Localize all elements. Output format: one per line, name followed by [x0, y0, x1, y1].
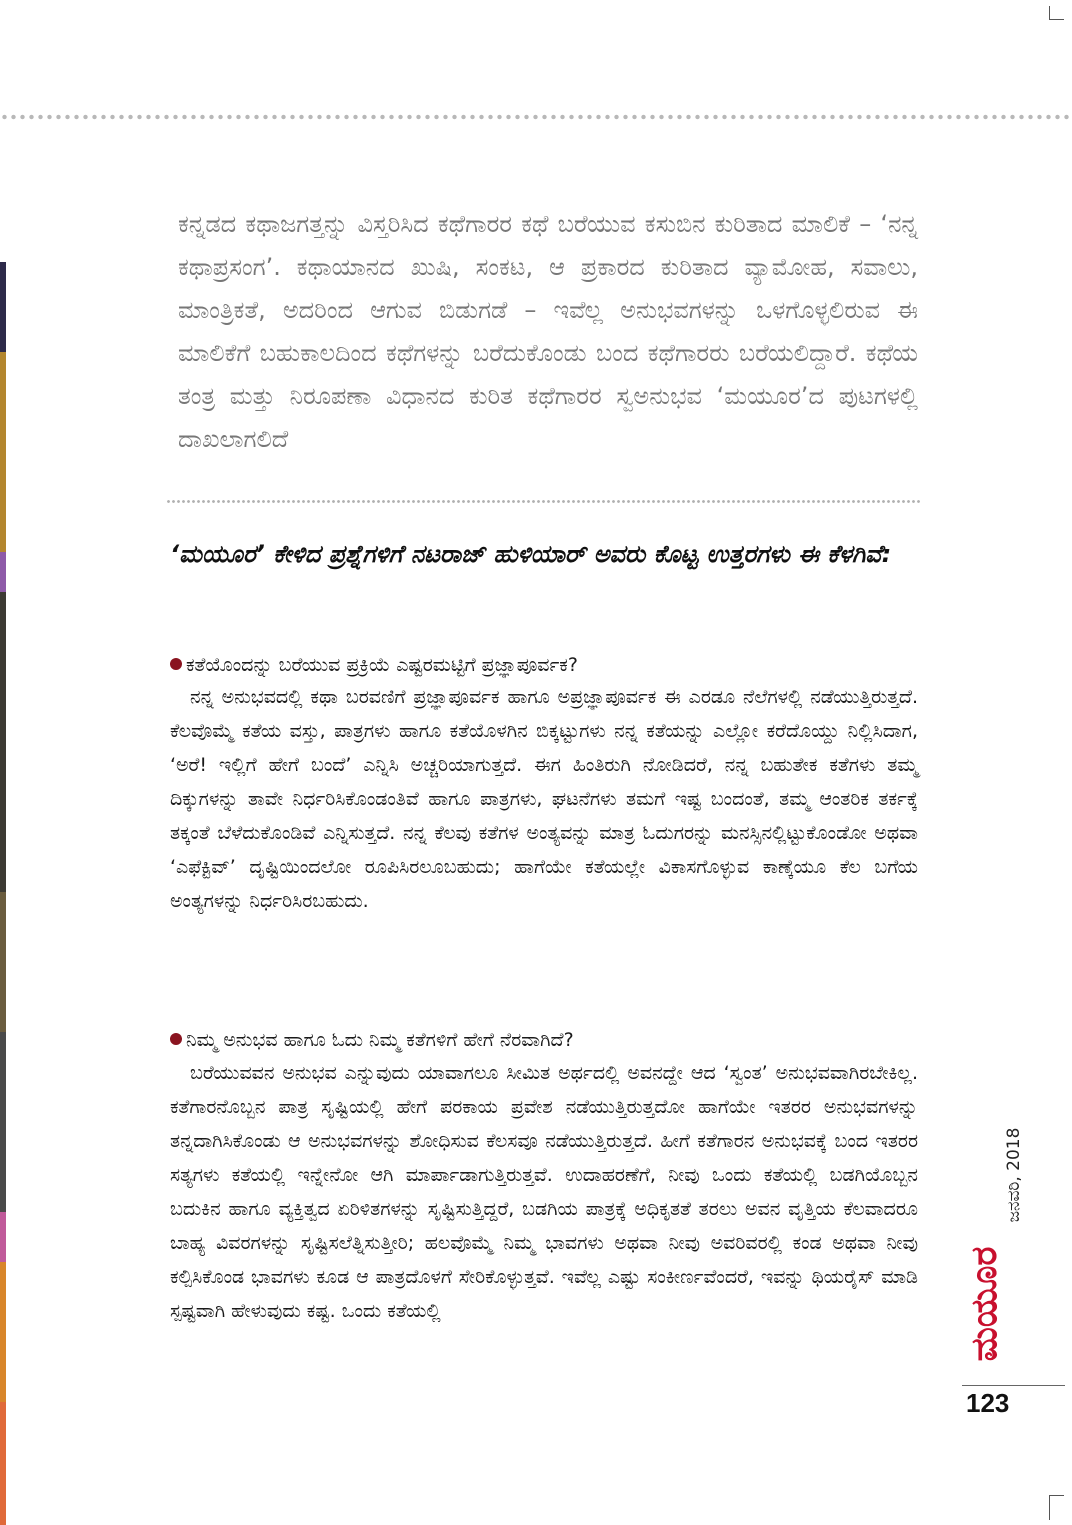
issue-date-text: ಜನವರಿ, 2018	[1004, 1127, 1024, 1223]
spine-color-strip	[0, 1402, 6, 1525]
page-number-rule	[962, 1385, 1065, 1386]
issue-date	[1003, 1110, 1025, 1240]
magazine-logo	[965, 1246, 1005, 1362]
spine-color-strip	[0, 1032, 6, 1212]
spine-color-strip	[0, 552, 6, 592]
spine-color-strip	[0, 592, 6, 892]
intro-dotted-rule	[166, 500, 920, 503]
spine-color-strip	[0, 1212, 6, 1262]
crop-mark-bottom-right	[1049, 1495, 1064, 1520]
question-2-text: ನಿಮ್ಮ ಅನುಭವ ಹಾಗೂ ಓದು ನಿಮ್ಮ ಕತೆಗಳಿಗೆ ಹೇಗೆ ನೆರವಾಗಿದೆ?	[186, 1029, 574, 1051]
spine-color-strip	[0, 892, 6, 1032]
series-intro: ಕನ್ನಡದ ಕಥಾಜಗತ್ತನ್ನು ವಿಸ್ತರಿಸಿದ ಕಥೆಗಾರರ ಕಥೆ ಬರೆಯುವ ಕಸುಬಿನ ಕುರಿತಾದ ಮಾಲಿಕೆ – ‘ನನ್ನ ಕಥಾಪ್ರಸಂಗ’. ಕಥಾಯಾನದ ಖುಷಿ, ಸಂಕಟ, ಆ ಪ್ರಕಾರದ ಕುರಿತಾದ ವ್ಯಾಮೋಹ, ಸವಾಲು, ಮಾಂತ್ರಿಕತೆ, ಅದರಿಂದ ಆಗುವ ಬಿಡುಗಡೆ – ಇವೆಲ್ಲ ಅನುಭವಗಳನ್ನು ಒಳಗೊಳ್ಳಲಿರುವ ಈ ಮಾಲಿಕೆಗೆ ಬಹುಕಾಲದಿಂದ ಕಥೆಗಳನ್ನು ಬರೆದುಕೊಂಡು ಬಂದ ಕಥೆಗಾರರು ಬರೆಯಲಿದ್ದಾರೆ. ಕಥೆಯ ತಂತ್ರ ಮತ್ತು ನಿರೂಪಣಾ ವಿಧಾನದ ಕುರಿತ ಕಥೆಗಾರರ ಸ್ವಅನುಭವ ‘ಮಯೂರ’ದ ಪುಟಗಳಲ್ಲಿ ದಾಖಲಾಗಲಿದೆ	[178, 210, 918, 453]
spine-color-strip	[0, 352, 6, 552]
question-1-text: ಕತೆಯೊಂದನ್ನು ಬರೆಯುವ ಪ್ರಕ್ರಿಯೆ ಎಷ್ಟರಮಟ್ಟಿಗೆ ಪ್ರಜ್ಞಾಪೂರ್ವಕ?	[186, 654, 578, 676]
question-1	[170, 650, 918, 680]
spine-color-strip	[0, 1262, 6, 1402]
crop-mark-top-right	[1049, 6, 1064, 20]
interview-lead: ‘ಮಯೂರ’ ಕೇಳಿದ ಪ್ರಶ್ನೆಗಳಿಗೆ ನಟರಾಜ್ ಹುಳಿಯಾರ್ ಅವರು ಕೊಟ್ಟ ಉತ್ತರಗಳು ಈ ಕೆಳಗಿವೆ:	[170, 540, 892, 568]
answer-2: ಬರೆಯುವವನ ಅನುಭವ ಎನ್ನುವುದು ಯಾವಾಗಲೂ ಸೀಮಿತ ಅರ್ಥದಲ್ಲಿ ಅವನದ್ದೇ ಆದ ‘ಸ್ವಂತ’ ಅನುಭವವಾಗಿರಬೇಕಿಲ್ಲ. ಕತೆಗಾರನೊಬ್ಬನ ಪಾತ್ರ ಸೃಷ್ಟಿಯಲ್ಲಿ ಹೇಗೆ ಪರಕಾಯ ಪ್ರವೇಶ ನಡೆಯುತ್ತಿರುತ್ತದೋ ಹಾಗೆಯೇ ಇತರರ ಅನುಭವಗಳನ್ನು ತನ್ನದಾಗಿಸಿಕೊಂಡು ಆ ಅನುಭವಗಳನ್ನು ಶೋಧಿಸುವ ಕೆಲಸವೂ ನಡೆಯುತ್ತಿರುತ್ತದೆ. ಹೀಗೆ ಕತೆಗಾರನ ಅನುಭವಕ್ಕೆ ಬಂದ ಇತರರ ಸತ್ಯಗಳು ಕತೆಯಲ್ಲಿ ಇನ್ನೇನೋ ಆಗಿ ಮಾರ್ಪಾಡಾಗುತ್ತಿರುತ್ತವೆ. ಉದಾಹರಣೆಗೆ, ನೀವು ಒಂದು ಕತೆಯಲ್ಲಿ ಬಡಗಿಯೊಬ್ಬನ ಬದುಕಿನ ಹಾಗೂ ವ್ಯಕ್ತಿತ್ವದ ಏರಿಳಿತಗಳನ್ನು ಸೃಷ್ಟಿಸುತ್ತಿದ್ದರೆ, ಬಡಗಿಯ ಪಾತ್ರಕ್ಕೆ ಅಧಿಕೃತತೆ ತರಲು ಅವನ ವೃತ್ತಿಯ ಕೆಲವಾದರೂ ಬಾಹ್ಯ ವಿವರಗಳನ್ನು ಸೃಷ್ಟಿಸಲೆತ್ನಿಸುತ್ತೀರಿ; ಹಲವೊಮ್ಮೆ ನಿಮ್ಮ ಭಾವಗಳು ಅಥವಾ ನೀವು ಅವರಿವರಲ್ಲಿ ಕಂಡ ಅಥವಾ ನೀವು ಕಲ್ಪಿಸಿಕೊಂಡ ಭಾವಗಳು ಕೂಡ ಆ ಪಾತ್ರದೊಳಗೆ ಸೇರಿಕೊಳ್ಳುತ್ತವೆ. ಇವೆಲ್ಲ ಎಷ್ಟು ಸಂಕೀರ್ಣವೆಂದರೆ, ಇವನ್ನು ಥಿಯರೈಸ್ ಮಾಡಿ ಸ್ಪಷ್ಟವಾಗಿ ಹೇಳುವುದು ಕಷ್ಟ. ಒಂದು ಕತೆಯಲ್ಲಿ	[170, 1062, 918, 1322]
answer-1: ನನ್ನ ಅನುಭವದಲ್ಲಿ ಕಥಾ ಬರವಣಿಗೆ ಪ್ರಜ್ಞಾಪೂರ್ವಕ ಹಾಗೂ ಅಪ್ರಜ್ಞಾಪೂರ್ವಕ ಈ ಎರಡೂ ನೆಲೆಗಳಲ್ಲಿ ನಡೆಯುತ್ತಿರುತ್ತದೆ. ಕೆಲವೊಮ್ಮೆ ಕತೆಯ ವಸ್ತು, ಪಾತ್ರಗಳು ಹಾಗೂ ಕತೆಯೊಳಗಿನ ಬಿಕ್ಕಟ್ಟುಗಳು ನನ್ನ ಕತೆಯನ್ನು ಎಲ್ಲೋ ಕರೆದೊಯ್ದು ನಿಲ್ಲಿಸಿದಾಗ, ‘ಅರೆ! ಇಲ್ಲಿಗೆ ಹೇಗೆ ಬಂದೆ’ ಎನ್ನಿಸಿ ಅಚ್ಚರಿಯಾಗುತ್ತದೆ. ಈಗ ಹಿಂತಿರುಗಿ ನೋಡಿದರೆ, ನನ್ನ ಬಹುತೇಕ ಕತೆಗಳು ತಮ್ಮ ದಿಕ್ಕುಗಳನ್ನು ತಾವೇ ನಿರ್ಧರಿಸಿಕೊಂಡಂತಿವೆ ಹಾಗೂ ಪಾತ್ರಗಳು, ಘಟನೆಗಳು ತಮಗೆ ಇಷ್ಟ ಬಂದಂತೆ, ತಮ್ಮ ಆಂತರಿಕ ತರ್ಕಕ್ಕೆ ತಕ್ಕಂತೆ ಬೆಳೆದುಕೊಂಡಿವೆ ಎನ್ನಿಸುತ್ತದೆ. ನನ್ನ ಕೆಲವು ಕತೆಗಳ ಅಂತ್ಯವನ್ನು ಮಾತ್ರ ಓದುಗರನ್ನು ಮನಸ್ಸಿನಲ್ಲಿಟ್ಟುಕೊಂಡೋ ಅಥವಾ ‘ಎಫೆಕ್ಟಿವ್’ ದೃಷ್ಟಿಯಿಂದಲೋ ರೂಪಿಸಿರಲೂಬಹುದು; ಹಾಗೆಯೇ ಕತೆಯಲ್ಲೇ ವಿಕಾಸಗೊಳ್ಳುವ ಕಾಣ್ಕೆಯೂ ಕೆಲ ಬಗೆಯ ಅಂತ್ಯಗಳನ್ನು ನಿರ್ಧರಿಸಿರಬಹುದು.	[170, 686, 918, 912]
magazine-logo-text: ಮಯೂರ	[964, 1246, 1005, 1362]
bullet-dot-icon	[170, 658, 182, 670]
question-2	[170, 1025, 918, 1055]
page-number: 123	[966, 1388, 1010, 1418]
header-dotted-rule	[0, 114, 1072, 120]
bullet-dot-icon	[170, 1033, 182, 1045]
spine-color-strip	[0, 262, 6, 352]
